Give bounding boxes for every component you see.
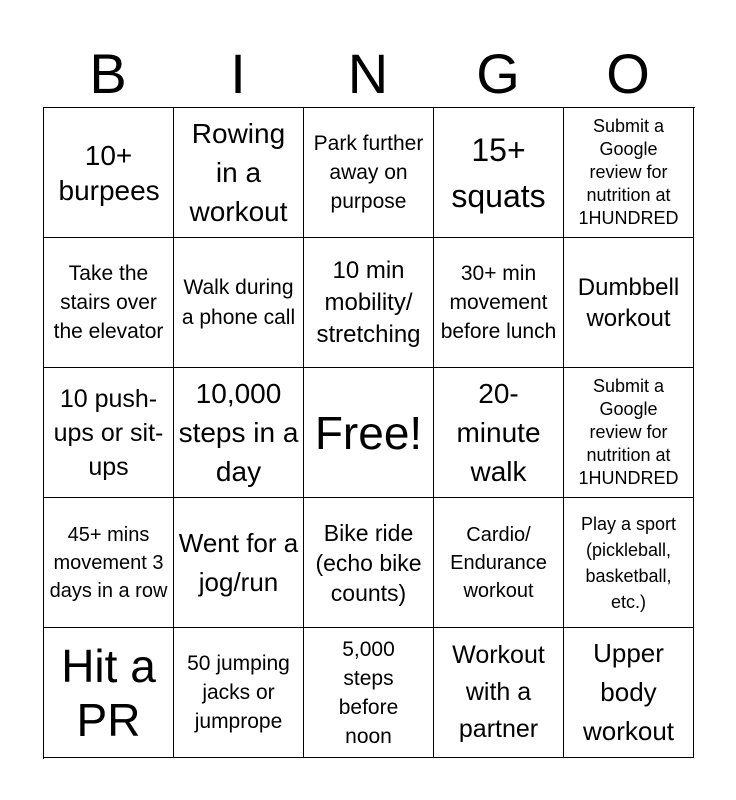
cell-text: 15+ squats (451, 131, 546, 214)
bingo-cell[interactable] (174, 238, 304, 368)
header-letter-b: B (89, 42, 127, 105)
bingo-cell[interactable] (434, 368, 564, 498)
cell-text: Submit a Google review for nutrition at 1HUNDRED (578, 116, 679, 228)
cell-text: Take the stairs over the elevator (53, 262, 164, 343)
bingo-cell[interactable] (304, 108, 434, 238)
bingo-cell[interactable] (304, 628, 434, 758)
bingo-cell[interactable] (564, 498, 694, 628)
cell-text: Rowing in a workout (189, 118, 288, 227)
bingo-cell[interactable] (44, 628, 174, 758)
cell-text: 30+ min movement before lunch (440, 262, 557, 343)
cell-text: 10 min mobility/ stretching (316, 256, 421, 348)
bingo-cell[interactable] (174, 498, 304, 628)
cell-text: Upper body workout (582, 638, 675, 746)
bingo-cell[interactable] (44, 368, 174, 498)
cell-text: Workout with a partner (452, 641, 545, 743)
cell-text: Went for a jog/run (178, 527, 299, 597)
bingo-cell[interactable] (174, 628, 304, 758)
bingo-board (43, 107, 695, 759)
cell-text: 10+ burpees (58, 139, 160, 206)
header-letter-g: G (476, 42, 520, 105)
cell-text: 10,000 steps in a day (178, 378, 299, 487)
bingo-header (43, 40, 693, 108)
bingo-cell[interactable] (564, 108, 694, 238)
bingo-cell[interactable] (174, 368, 304, 498)
bingo-cell[interactable] (564, 238, 694, 368)
header-letter-n: N (347, 42, 389, 105)
bingo-cell[interactable] (44, 108, 174, 238)
bingo-cell[interactable] (44, 498, 174, 628)
cell-text: Bike ride (echo bike counts) (315, 519, 422, 606)
cell-text: 45+ mins movement 3 days in a row (49, 523, 168, 602)
bingo-cell[interactable] (564, 368, 694, 498)
cell-text: Play a sport (pickleball, basketball, etc.) (580, 513, 677, 612)
cell-text: 10 push-ups or sit-ups (53, 384, 164, 481)
bingo-cell[interactable] (434, 628, 564, 758)
bingo-cell[interactable] (434, 498, 564, 628)
cell-text: Walk during a phone call (181, 275, 296, 329)
bingo-cell[interactable] (174, 108, 304, 238)
cell-text: Dumbbell workout (577, 273, 680, 332)
bingo-cell[interactable] (434, 108, 564, 238)
header-letter-o: O (606, 42, 650, 105)
bingo-cell[interactable] (564, 628, 694, 758)
bingo-cell[interactable] (304, 498, 434, 628)
cell-text: Hit a PR (61, 639, 156, 746)
cell-text: Park further away on purpose (313, 132, 424, 213)
bingo-cell[interactable] (304, 368, 434, 498)
cell-text: 5,000 steps before noon (338, 637, 399, 748)
bingo-cell[interactable] (44, 238, 174, 368)
bingo-cell[interactable] (434, 238, 564, 368)
header-letter-i: I (230, 42, 246, 105)
cell-text: 20-minute walk (456, 378, 541, 487)
cell-text: Cardio/ Endurance workout (450, 523, 547, 602)
cell-text: 50 jumping jacks or jumprope (187, 652, 290, 733)
cell-text: Submit a Google review for nutrition at 1HUNDRED (578, 376, 679, 488)
cell-text: Free! (314, 406, 423, 459)
bingo-cell[interactable] (304, 238, 434, 368)
